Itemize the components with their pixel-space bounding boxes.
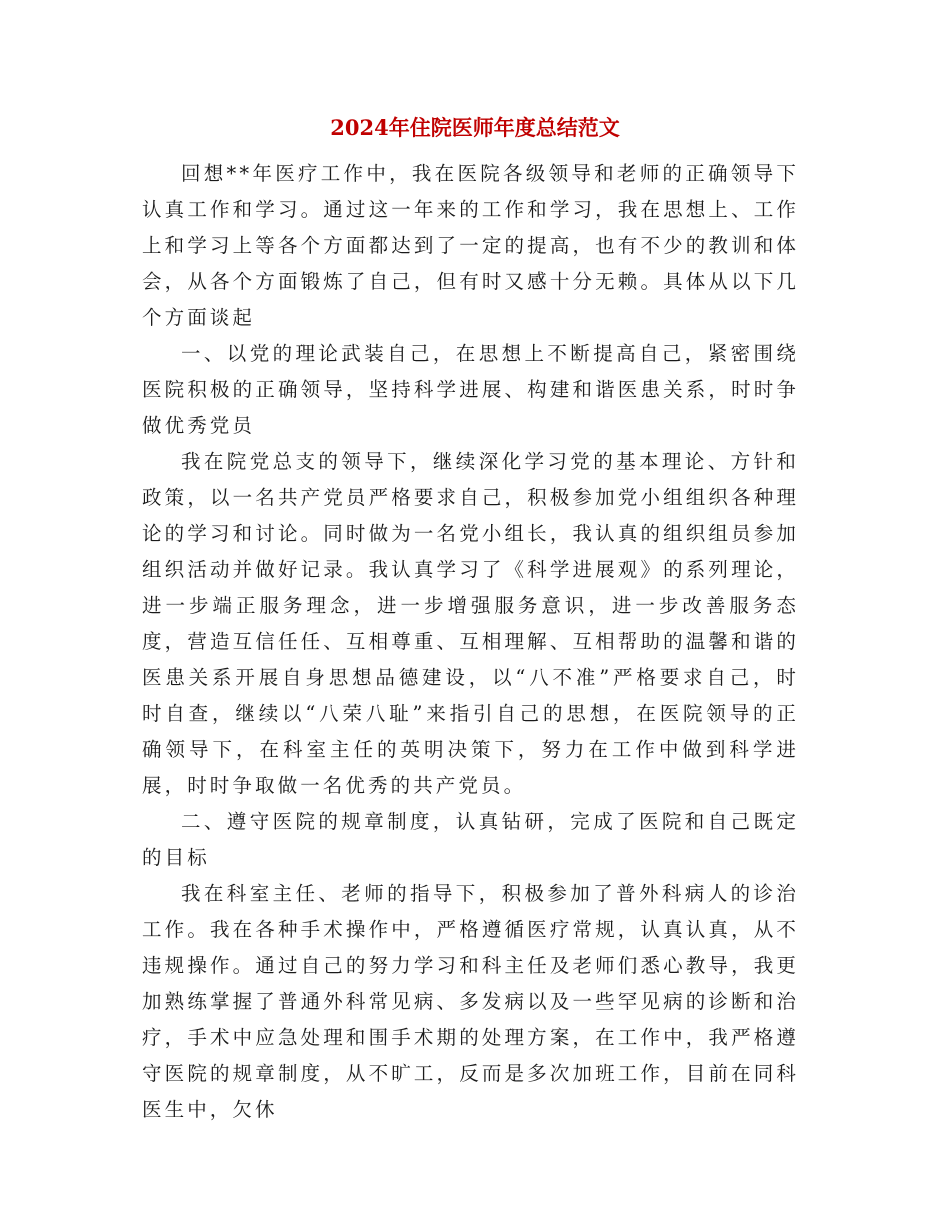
paragraph-section-1-body: 我在院党总支的领导下，继续深化学习党的基本理论、方针和政策，以一名共产党员严格要求自己，积极参加党小组组织各种理论的学习和讨论。同时做为一名党小组长，我认真的组织组员参加组织活动并做好记录。我认真学习了《科学进展观》的系列理论，进一步端正服务理念，进一步增强服务意识，进一步改善服务态度，营造互信任任、互相尊重、互相理解、互相帮助的温馨和谐的医患关系开展自身思想品德建设，以“八不准”严格要求自己，时时自查，继续以“八荣八耻”来指引自己的思想，在医院领导的正确领导下，在科室主任的英明决策下，努力在工作中做到科学进展，时时争取做一名优秀的共产党员。: [142, 450, 799, 797]
paragraph-intro: 回想**年医疗工作中，我在医院各级领导和老师的正确领导下认真工作和学习。通过这一年来的工作和学习，我在思想上、工作上和学习上等各个方面都达到了一定的提高，也有不少的教训和体会，从各个方面锻炼了自己，但有时又感十分无赖。具体从以下几个方面谈起: [142, 162, 799, 329]
paragraph-section-2-body: 我在科室主任、老师的指导下，积极参加了普外科病人的诊治工作。我在各种手术操作中，严格遵循医疗常规，认真认真，从不违规操作。通过自己的努力学习和科主任及老师们悉心教导，我更加熟练掌握了普通外科常见病、多发病以及一些罕见病的诊断和治疗，手术中应急处理和围手术期的处理方案，在工作中，我严格遵守医院的规章制度，从不旷工，反而是多次加班工作，目前在同科医生中，欠休: [142, 882, 799, 1121]
paragraph-section-1-heading: 一、以党的理论武装自己，在思想上不断提高自己，紧密围绕医院积极的正确领导，坚持科学进展、构建和谐医患关系，时时争做优秀党员: [142, 342, 799, 437]
document-body: [142, 156, 799, 1128]
document-title: 2024年住院医师年度总结范文: [330, 115, 620, 140]
paragraph-section-2-heading: 二、遵守医院的规章制度，认真钻研，完成了医院和自己既定的目标: [142, 810, 799, 869]
